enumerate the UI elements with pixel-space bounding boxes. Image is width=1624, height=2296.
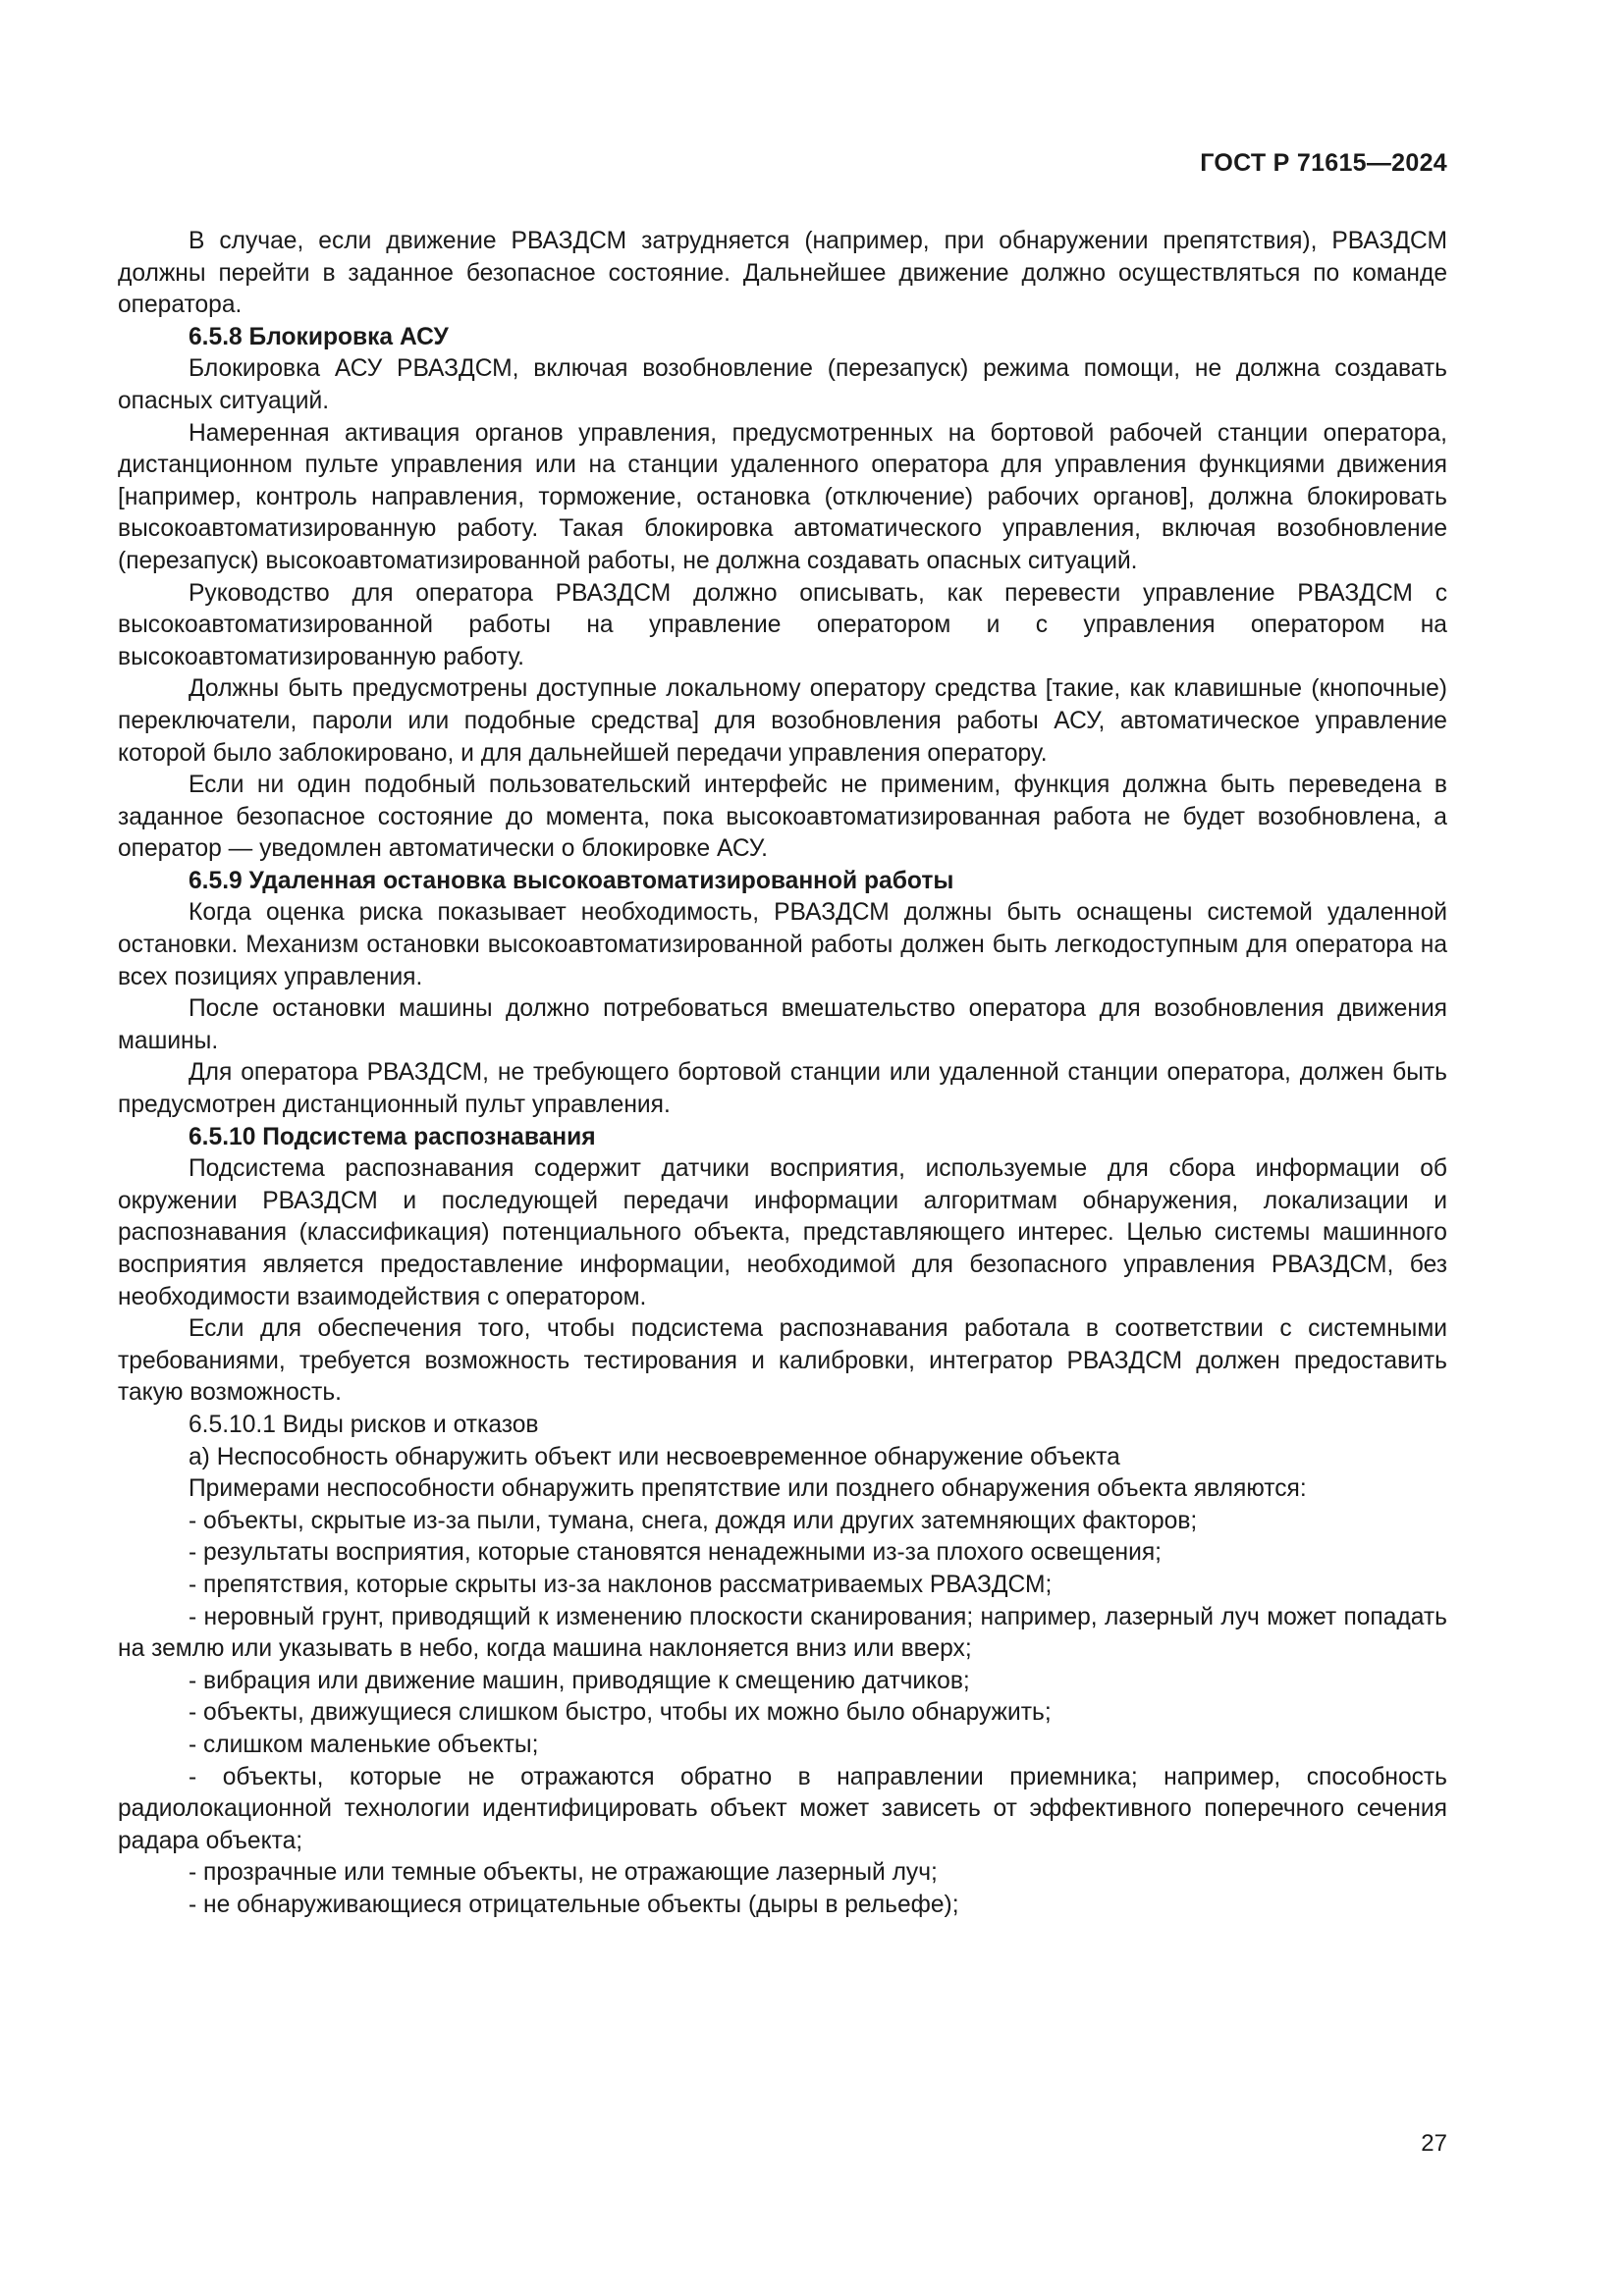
list-item: - неровный грунт, приводящий к изменению плоскости сканирования; например, лазерный луч может попадать на землю или указывать в небо, когда машина наклоняется вниз или вверх; bbox=[118, 1603, 1447, 1663]
section-heading: 6.5.8 Блокировка АСУ bbox=[189, 323, 449, 350]
paragraph: Намеренная активация органов управления, предусмотренных на бортовой рабочей станции оператора, дистанционном пульте управления или на станции удаленного оператора для управления функциями движения [например, контроль направления, торможение, остановка (отключение) рабочих органов], должна блокировать высокоавтоматизированную работу. Такая блокировка автоматического управления, включая возобновление (перезапуск) высокоавтоматизированной работы, не должна создавать опасных ситуаций. bbox=[118, 419, 1447, 574]
paragraph: Когда оценка риска показывает необходимость, РВАЗДСМ должны быть оснащены системой удаленной остановки. Механизм остановки высокоавтоматизированной работы должен быть легкодоступным для оператора на всех позициях управления. bbox=[118, 899, 1447, 990]
paragraph: Примерами неспособности обнаружить препятствие или позднего обнаружения объекта являются: bbox=[189, 1475, 1307, 1503]
paragraph: Если для обеспечения того, чтобы подсистема распознавания работала в соответствии с системными требованиями, требуется возможность тестирования и калибровки, интегратор РВАЗДСМ должен предоставить такую возможность. bbox=[118, 1315, 1447, 1407]
section-heading: 6.5.9 Удаленная остановка высокоавтоматизированной работы bbox=[189, 867, 954, 894]
list-item: - прозрачные или темные объекты, не отражающие лазерный луч; bbox=[189, 1859, 938, 1887]
list-item: - не обнаруживающиеся отрицательные объекты (дыры в рельефе); bbox=[189, 1891, 959, 1918]
paragraph: В случае, если движение РВАЗДСМ затрудняется (например, при обнаружении препятствия), РВАЗДСМ должны перейти в заданное безопасное состояние. Дальнейшее движение должно осуществляться по команде оператора. bbox=[118, 228, 1447, 319]
list-item: - вибрация или движение машин, приводящие к смещению датчиков; bbox=[189, 1667, 970, 1694]
list-item: - объекты, которые не отражаются обратно в направлении приемника; например, способность радиолокационной технологии идентифицировать объект может зависеть от эффективного поперечного сечения радара объекта; bbox=[118, 1763, 1447, 1854]
page-number: 27 bbox=[1421, 2130, 1447, 2157]
paragraph: После остановки машины должно потребоваться вмешательство оператора для возобновления движения машины. bbox=[118, 995, 1447, 1054]
paragraph: Руководство для оператора РВАЗДСМ должно описывать, как перевести управление РВАЗДСМ с высокоавтоматизированной работы на управление оператором и с управления оператором на высокоавтоматизированную работу. bbox=[118, 579, 1447, 670]
list-item: - результаты восприятия, которые становятся ненадежными из-за плохого освещения; bbox=[189, 1539, 1162, 1567]
body-text bbox=[118, 226, 1447, 1921]
enumerated-item: а) Неспособность обнаружить объект или несвоевременное обнаружение объекта bbox=[189, 1443, 1120, 1470]
paragraph: Если ни один подобный пользовательский интерфейс не применим, функция должна быть переведена в заданное безопасное состояние до момента, пока высокоавтоматизированная работа не будет возобновлена, а оператор — уведомлен автоматически о блокировке АСУ. bbox=[118, 772, 1447, 863]
paragraph: Блокировка АСУ РВАЗДСМ, включая возобновление (перезапуск) режима помощи, не должна создавать опасных ситуаций. bbox=[118, 355, 1447, 414]
paragraph: Должны быть предусмотрены доступные локальному оператору средства [такие, как клавишные (кнопочные) переключатели, пароли или подобные средства] для возобновления работы АСУ, автоматическое управление которой было заблокировано, и для дальнейшей передачи управления оператору. bbox=[118, 675, 1447, 767]
document-code: ГОСТ Р 71615—2024 bbox=[1200, 149, 1447, 177]
paragraph: Для оператора РВАЗДСМ, не требующего бортовой станции или удаленной станции оператора, должен быть предусмотрен дистанционный пульт управления. bbox=[118, 1059, 1447, 1119]
list-item: - препятствия, которые скрыты из-за наклонов рассматриваемых РВАЗДСМ; bbox=[189, 1571, 1053, 1598]
paragraph: Подсистема распознавания содержит датчики восприятия, используемые для сбора информации об окружении РВАЗДСМ и последующей передачи информации алгоритмам обнаружения, локализации и распознавания (классификация) потенциального объекта, представляющего интерес. Целью системы машинного восприятия является предоставление информации, необходимой для безопасного управления РВАЗДСМ, без необходимости взаимодействия с оператором. bbox=[118, 1155, 1447, 1310]
list-item: - объекты, движущиеся слишком быстро, чтобы их можно было обнаружить; bbox=[189, 1699, 1052, 1727]
subsection-title: 6.5.10.1 Виды рисков и отказов bbox=[189, 1411, 539, 1438]
list-item: - слишком маленькие объекты; bbox=[189, 1731, 539, 1758]
list-item: - объекты, скрытые из-за пыли, тумана, снега, дождя или других затемняющих факторов; bbox=[189, 1507, 1198, 1534]
section-heading: 6.5.10 Подсистема распознавания bbox=[189, 1123, 596, 1150]
